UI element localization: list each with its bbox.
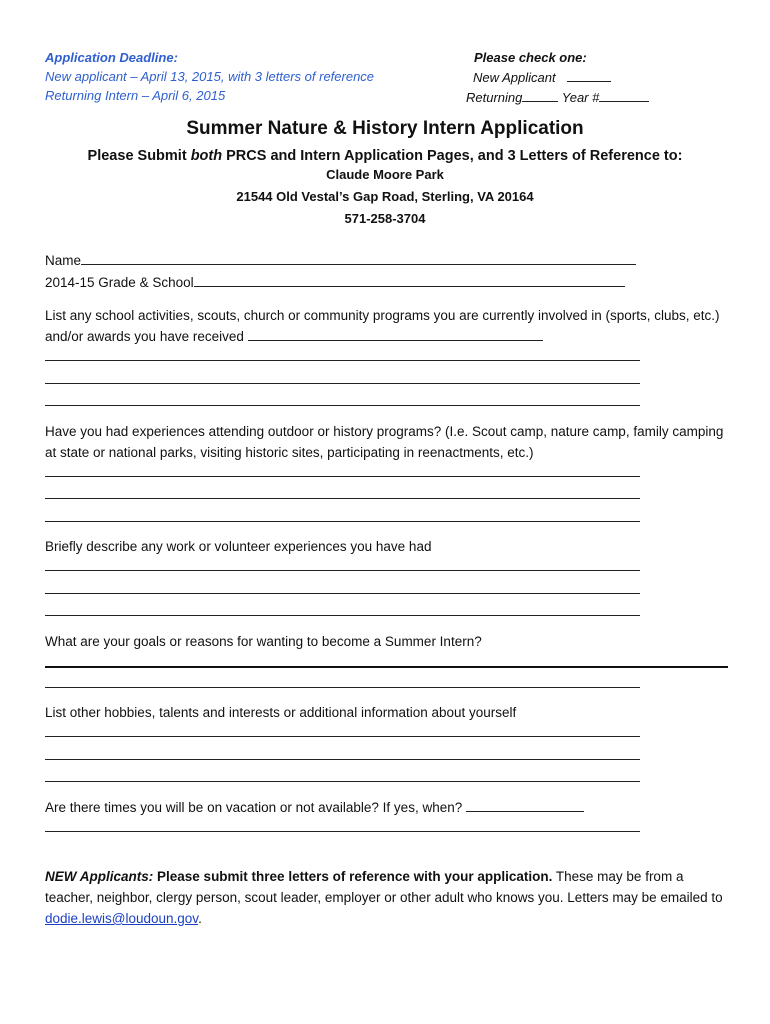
park-name: Claude Moore Park — [326, 167, 444, 182]
check-one-heading: Please check one: — [474, 50, 587, 65]
year-label: Year # — [561, 90, 600, 105]
grade-school-label: 2014-15 Grade & School — [45, 274, 194, 290]
hobbies-question: List other hobbies, talents and interests or additional information about yourself — [45, 705, 517, 720]
note-bold-text: Please submit three letters of reference with your application. — [153, 869, 553, 884]
work-answer-line[interactable] — [45, 557, 640, 571]
vacation-question-text: Are there times you will be on vacation or not available? If yes, when? — [45, 799, 463, 815]
name-label: Name — [45, 253, 82, 268]
note-text: These may be from a teacher, neighbor, clergy person, scout leader, employer or other adult who knows you. Letters may be emailed to — [45, 869, 723, 905]
subtitle-text-start: Please Submit — [87, 148, 191, 164]
email-link[interactable]: dodie.lewis@loudoun.gov — [45, 911, 199, 926]
deadline-heading: Application Deadline: — [45, 50, 178, 65]
note-end: . — [198, 911, 202, 926]
hobbies-answer-line[interactable] — [45, 768, 640, 782]
vacation-question — [45, 797, 735, 819]
returning-blank[interactable] — [522, 87, 558, 102]
work-answer-line[interactable] — [45, 602, 640, 616]
name-field — [45, 250, 735, 272]
activities-input-line-inline[interactable] — [248, 326, 543, 341]
year-blank[interactable] — [599, 87, 649, 102]
grade-school-input-line[interactable] — [194, 272, 625, 287]
vacation-answer-line[interactable] — [45, 818, 640, 832]
subtitle-text-end: PRCS and Intern Application Pages, and 3 Letters of Reference to: — [222, 148, 683, 164]
activities-answer-line[interactable] — [45, 347, 640, 361]
activities-answer-line[interactable] — [45, 370, 640, 384]
returning-label: Returning — [466, 90, 523, 105]
goals-answer-line[interactable] — [45, 674, 640, 688]
applicant-type-check — [466, 48, 649, 107]
vacation-input-line-inline[interactable] — [466, 797, 584, 812]
experiences-answer-line[interactable] — [45, 463, 640, 477]
new-applicant-blank[interactable] — [567, 67, 611, 82]
goals-answer-line[interactable] — [45, 652, 728, 668]
goals-question: What are your goals or reasons for wanting to become a Summer Intern? — [45, 633, 482, 649]
name-input-line[interactable] — [81, 250, 636, 265]
new-applicant-label: New Applicant — [473, 70, 556, 85]
experiences-question: Have you had experiences attending outdoor or history programs? (I.e. Scout camp, nature camp, family camping at state or national parks, visiting historic sites, participating in reenactments, etc.) — [45, 423, 724, 460]
experiences-answer-line[interactable] — [45, 485, 640, 499]
activities-question — [45, 305, 735, 347]
deadline-new-applicant: New applicant – April 13, 2015, with 3 letters of reference — [45, 69, 375, 84]
deadline-returning: Returning Intern – April 6, 2015 — [45, 88, 226, 103]
application-deadline — [45, 48, 374, 105]
subtitle-emphasis: both — [190, 148, 223, 164]
reference-letters-note — [45, 866, 735, 929]
work-answer-line[interactable] — [45, 580, 640, 594]
submission-instructions — [0, 148, 770, 164]
experiences-answer-line[interactable] — [45, 508, 640, 522]
hobbies-answer-line[interactable] — [45, 723, 640, 737]
park-street-address: 21544 Old Vestal’s Gap Road, Sterling, VA 20164 — [236, 189, 534, 204]
park-phone: 571-258-3704 — [344, 211, 426, 226]
activities-answer-line[interactable] — [45, 392, 640, 406]
work-question: Briefly describe any work or volunteer experiences you have had — [45, 539, 432, 554]
activities-question-text: List any school activities, scouts, church or community programs you are currently involved in (sports, clubs, etc.) and/or awards you have received — [45, 308, 720, 344]
note-lead: NEW Applicants: — [45, 869, 154, 884]
application-form — [45, 250, 735, 841]
page-title: Summer Nature & History Intern Application — [186, 118, 584, 139]
hobbies-answer-line[interactable] — [45, 746, 640, 760]
grade-school-field — [45, 272, 735, 294]
